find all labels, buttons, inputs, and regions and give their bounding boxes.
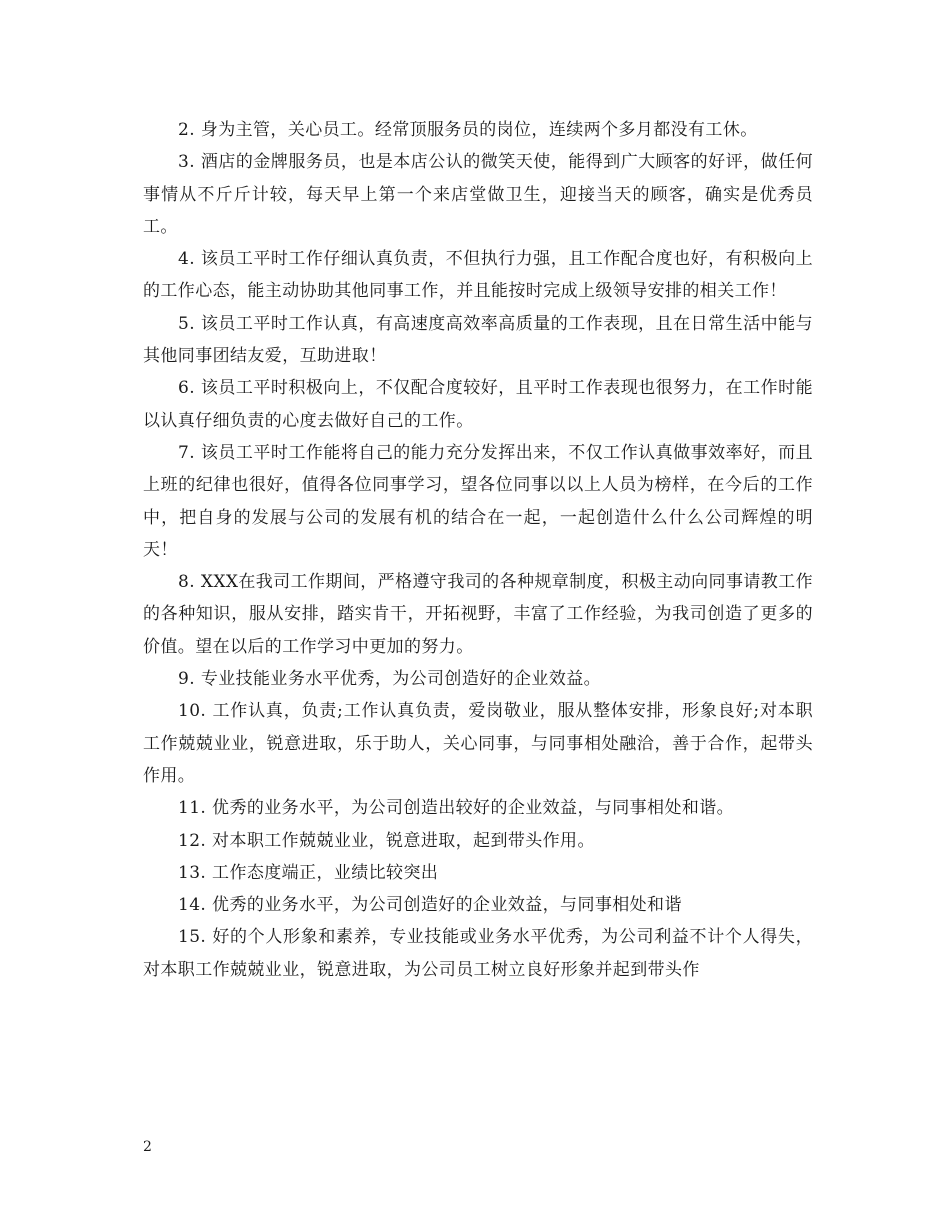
- paragraph-14: 14. 优秀的业务水平，为公司创造好的企业效益，与同事相处和谐: [178, 895, 682, 916]
- paragraph-4: 4. 该员工平时工作仔细认真负责，不但执行力强，且工作配合度也好，有积极向上的工作心态，能主动协助其他同事工作，并且能按时完成上级领导安排的相关工作！: [143, 249, 813, 302]
- page-number: 2: [143, 1139, 152, 1155]
- document-body: [143, 114, 813, 986]
- paragraph-6: 6. 该员工平时积极向上，不仅配合度较好，且平时工作表现也很努力，在工作时能以认真仔细负责的心度去做好自己的工作。: [143, 378, 813, 431]
- paragraph-5: 5. 该员工平时工作认真，有高速度高效率高质量的工作表现，且在日常生活中能与其他同事团结友爱，互助进取！: [143, 313, 813, 367]
- paragraph-10: 10. 工作认真，负责;工作认真负责，爱岗敬业，服从整体安排，形象良好;对本职工作兢兢业业，锐意进取，乐于助人，关心同事，与同事相处融洽，善于合作，起带头作用。: [143, 701, 813, 786]
- paragraph-8: 8. XXX在我司工作期间，严格遵守我司的各种规章制度，积极主动向同事请教工作的各种知识，服从安排，踏实肯干，开拓视野，丰富了工作经验，为我司创造了更多的价值。望在以后的工作学习中更加的努力。: [143, 572, 813, 657]
- paragraph-7: 7. 该员工平时工作能将自己的能力充分发挥出来，不仅工作认真做事效率好，而且上班的纪律也很好，值得各位同事学习，望各位同事以以上人员为榜样，在今后的工作中，把自身的发展与公司的发展有机的结合在一起，一起创造什么什么公司辉煌的明天！: [143, 442, 813, 560]
- paragraph-2: 2. 身为主管，关心员工。经常顶服务员的岗位，连续两个多月都没有工休。: [178, 120, 758, 140]
- paragraph-11: 11. 优秀的业务水平，为公司创造出较好的企业效益，与同事相处和谐。: [178, 798, 735, 819]
- paragraph-12: 12. 对本职工作兢兢业业，锐意进取，起到带头作用。: [178, 830, 595, 851]
- paragraph-13: 13. 工作态度端正，业绩比较突出: [178, 862, 439, 883]
- paragraph-9: 9. 专业技能业务水平优秀，为公司创造好的企业效益。: [178, 669, 602, 690]
- paragraph-3: 3. 酒店的金牌服务员，也是本店公认的微笑天使，能得到广大顾客的好评，做任何事情从不斤斤计较，每天早上第一个来店堂做卫生，迎接当天的顾客，确实是优秀员工。: [143, 152, 813, 237]
- paragraph-15: 15. 好的个人形象和素养，专业技能或业务水平优秀，为公司利益不计个人得失，对本职工作兢兢业业，锐意进取，为公司员工树立良好形象并起到带头作: [143, 927, 813, 980]
